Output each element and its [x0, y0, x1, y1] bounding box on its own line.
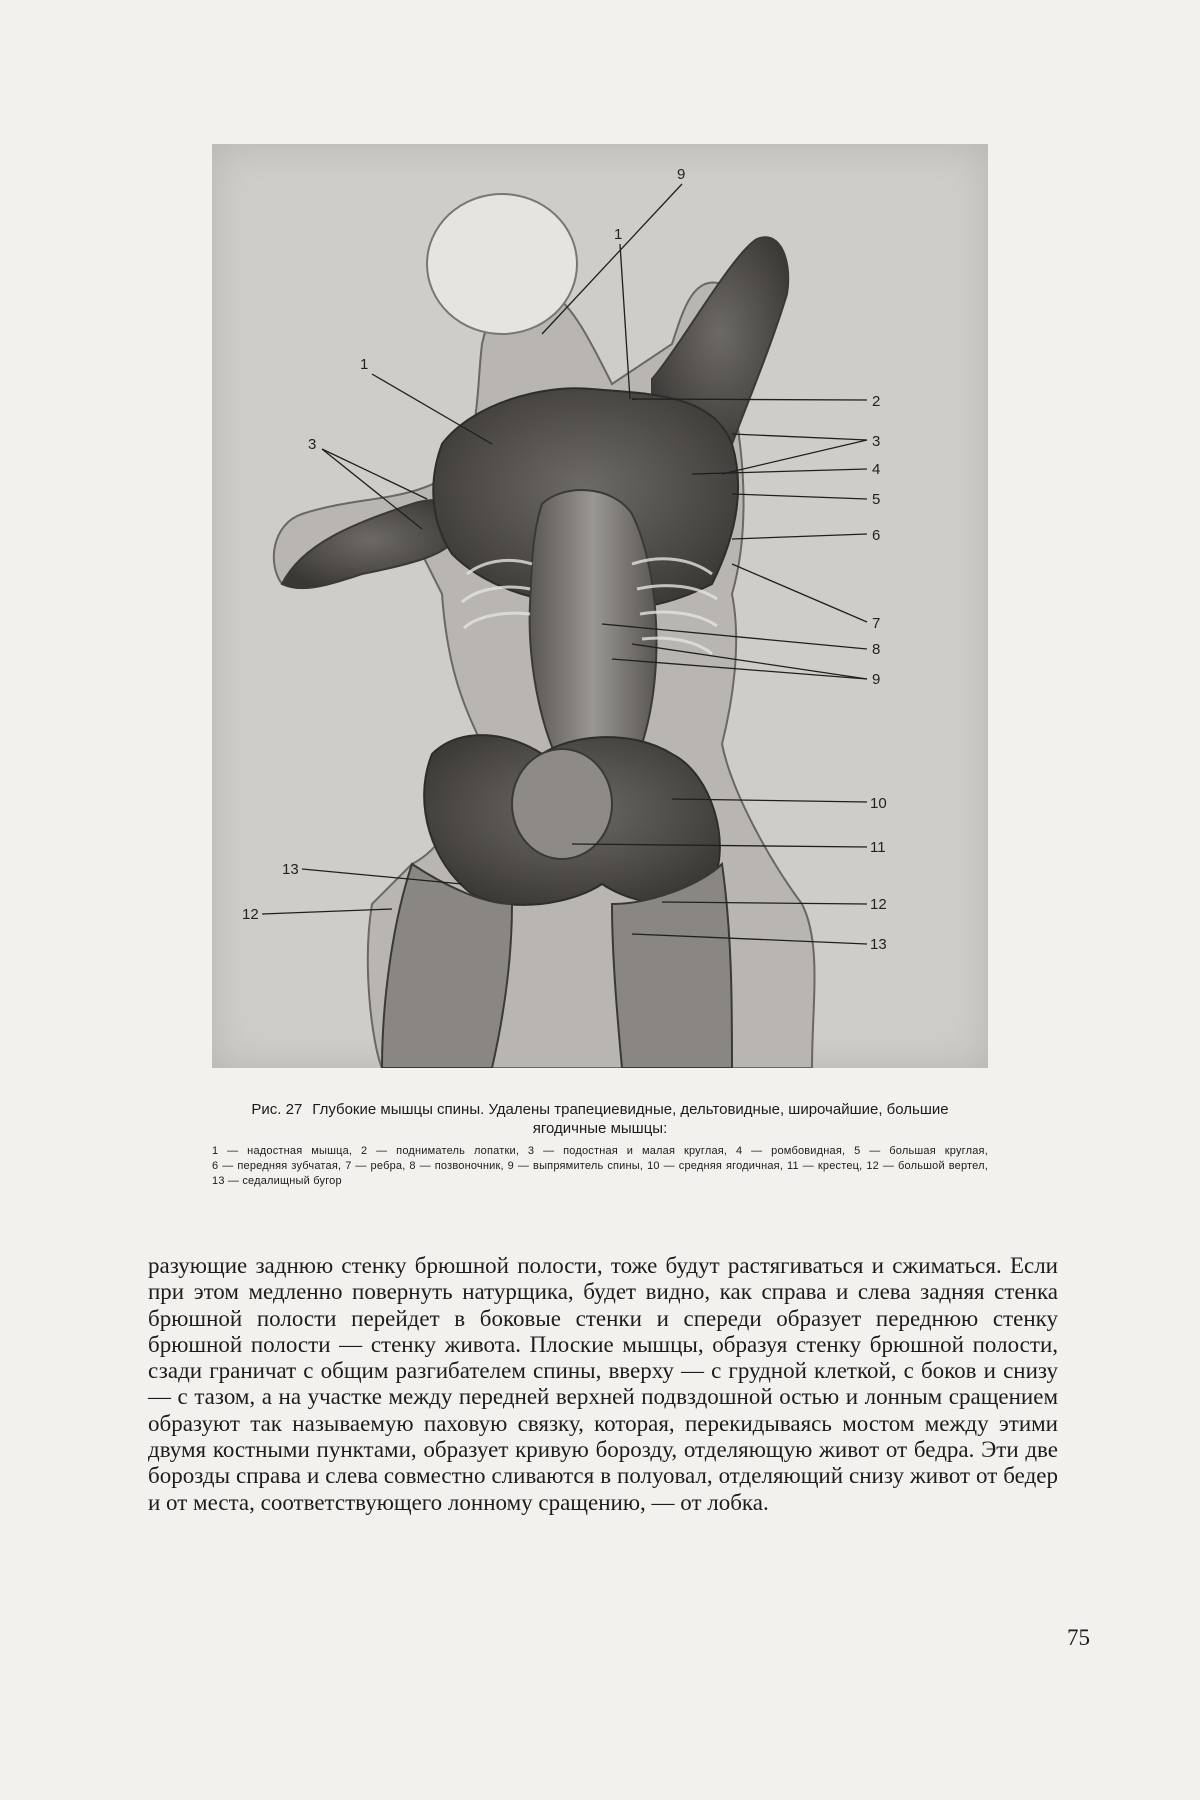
legend-item-10: 10 — средняя ягодичная,: [647, 1160, 784, 1172]
legend-item-11: 11 — крестец,: [787, 1160, 863, 1172]
label-3-left: 3: [308, 436, 317, 453]
label-2: 2: [872, 393, 881, 410]
label-3-right: 3: [872, 433, 881, 450]
label-13-right: 13: [870, 936, 887, 953]
page-number: 75: [1067, 1625, 1090, 1650]
label-12-right: 12: [870, 896, 887, 913]
caption-legend: [212, 1144, 988, 1189]
legend-item-6: 6 — передняя зубчатая,: [212, 1160, 342, 1172]
legend-item-8: 8 — позвоночник,: [409, 1160, 504, 1172]
body-paragraph: разующие заднюю стенку брюшной полости, тоже будут растягиваться и сжиматься. Если при этом медленно повернуть натурщика, будет видно, как справа и слева задняя стенка брюшной полости перейдет в боковые стенки и спереди образует переднюю стенку брюшной полости — стенку живота. Плоские мышцы, образуя стенку брюшной полости, сзади граничат с общим разгибателем спины, вверху — с грудной клеткой, с боков и снизу — с тазом, а на участке между передней верхней подвздошной остью и лонным сращением образуют так называемую паховую связку, которая, перекидываясь мостом между этими двумя костными пунктами, образует кривую борозду, отделяющую живот от бедра. Эти две борозды справа и слева совместно сливаются в полуовал, отделяющий снизу живот от бедер и от места, соответствующего лонному сращению, — от лобка.: [148, 1253, 1058, 1515]
label-10: 10: [870, 795, 887, 812]
head: [427, 194, 577, 334]
legend-item-12: 12 — большой вертел,: [866, 1160, 988, 1172]
legend-item-3: 3 — подостная и малая круглая,: [527, 1145, 728, 1157]
label-13-left: 13: [282, 861, 299, 878]
legend-item-4: 4 — ромбовидная,: [736, 1145, 846, 1157]
figure-caption: [212, 1100, 988, 1189]
caption-title-line: [236, 1100, 964, 1138]
legend-item-2: 2 — подниматель лопатки,: [361, 1145, 520, 1157]
deep-back-muscles-drawing: [212, 144, 988, 1068]
label-11: 11: [870, 839, 886, 856]
sacrum: [512, 749, 612, 859]
figure-number: Рис. 27: [251, 1101, 303, 1118]
label-1-top: 1: [614, 226, 623, 243]
label-5: 5: [872, 491, 881, 508]
anatomical-figure: [212, 144, 988, 1068]
label-9: 9: [872, 671, 881, 688]
label-9-top: 9: [677, 166, 686, 183]
legend-item-7: 7 — ребра,: [345, 1160, 406, 1172]
legend-item-9: 9 — выпрямитель спины,: [507, 1160, 644, 1172]
legend-item-1: 1 — надостная мышца,: [212, 1145, 353, 1157]
legend-item-13: 13 — седалищный бугор: [212, 1175, 342, 1187]
label-6: 6: [872, 527, 881, 544]
label-12-left: 12: [242, 906, 259, 923]
legend-item-5: 5 — большая круглая,: [854, 1145, 988, 1157]
caption-title: Глубокие мышцы спины. Удалены трапециевидные, дельтовидные, широчайшие, большие ягодичные мышцы:: [312, 1101, 949, 1137]
label-1-left: 1: [360, 356, 369, 373]
label-4: 4: [872, 461, 881, 478]
label-7: 7: [872, 615, 881, 632]
label-8: 8: [872, 641, 881, 658]
